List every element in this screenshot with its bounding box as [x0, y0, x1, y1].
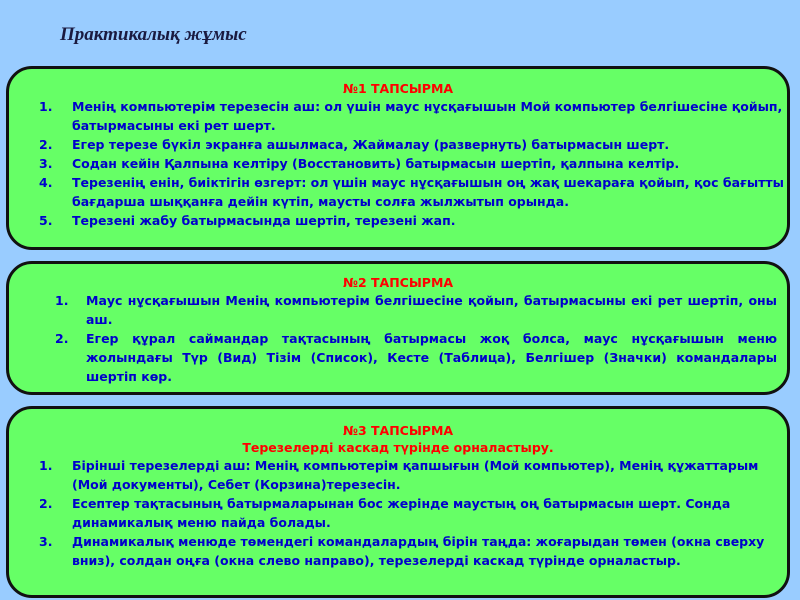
item-text: Менің компьютерім терезесін аш: ол үшін маус нұсқағышын Мой компьютер белгішесіне қойып, батырмасыны екі рет шерт. — [72, 99, 783, 133]
list-item — [9, 291, 787, 329]
item-text: Егер құрал саймандар тақтасының батырмасы жоқ болса, маус нұсқағышын меню жолындағы Түр (Вид) Тізім (Список), Кесте (Таблица), Белгішер (Значки) командалары шертіп көр. — [86, 331, 777, 384]
item-number: 2. — [39, 137, 53, 152]
item-number: 1. — [55, 293, 69, 308]
page-title: Практикалық жұмыс — [60, 24, 247, 45]
list-item — [9, 154, 787, 173]
item-text: Маус нұсқағышын Менің компьютерім белгішесіне қойып, батырмасыны екі рет шертіп, оны аш. — [86, 293, 777, 327]
list-item — [9, 494, 787, 532]
item-number: 2. — [55, 331, 69, 346]
item-text: Терезені жабу батырмасында шертіп, терезені жап. — [72, 213, 456, 228]
item-text: Есептер тақтасының батырмаларынан бос жерінде маустың оң батырмасын шерт. Сонда динамикалық меню пайда болады. — [72, 496, 731, 530]
item-number: 4. — [39, 175, 53, 190]
task-list — [9, 291, 787, 386]
list-item — [9, 135, 787, 154]
list-item — [9, 211, 787, 230]
list-item — [9, 329, 787, 386]
task-list — [9, 97, 787, 230]
list-item — [9, 532, 787, 570]
item-text: Динамикалық менюде төмендегі командалардың бірін таңда: жоғарыдан төмен (окна сверху вниз), солдан оңға (окна слево направо), терезелерді каскад түрінде орналастыр. — [72, 534, 765, 568]
list-item — [9, 456, 787, 494]
task-title: №3 ТАПСЫРМА — [342, 423, 454, 438]
task-title: №1 ТАПСЫРМА — [342, 81, 454, 96]
task-list — [9, 456, 787, 570]
task-panel-2 — [6, 261, 790, 395]
item-text: Егер терезе бүкіл экранға ашылмаса, Жаймалау (развернуть) батырмасын шерт. — [72, 137, 670, 152]
item-number: 1. — [39, 458, 53, 473]
item-text: Содан кейін Қалпына келтіру (Восстановить) батырмасын шертіп, қалпына келтір. — [72, 156, 680, 171]
task-panel-1 — [6, 66, 790, 250]
item-number: 2. — [39, 496, 53, 511]
item-text: Бірінші терезелерді аш: Менің компьютерім қапшығын (Мой компьютер), Менің құжаттарым (Мой документы), Себет (Корзина)терезесін. — [72, 458, 759, 492]
item-number: 1. — [39, 99, 53, 114]
item-number: 5. — [39, 213, 53, 228]
task-title: №2 ТАПСЫРМА — [342, 275, 454, 290]
item-number: 3. — [39, 534, 53, 549]
item-text: Терезенің енін, биіктігін өзгерт: ол үшін маус нұсқағышын оң жақ шекараға қойып, қос бағытты бағдарша шыққанға дейін күтіп, маусты солға жылжытып орында. — [72, 175, 784, 209]
item-number: 3. — [39, 156, 53, 171]
task-panel-3 — [6, 406, 790, 598]
task-subtitle: Терезелерді каскад түрінде орналастыру. — [242, 440, 554, 455]
list-item — [9, 97, 787, 135]
list-item — [9, 173, 787, 211]
